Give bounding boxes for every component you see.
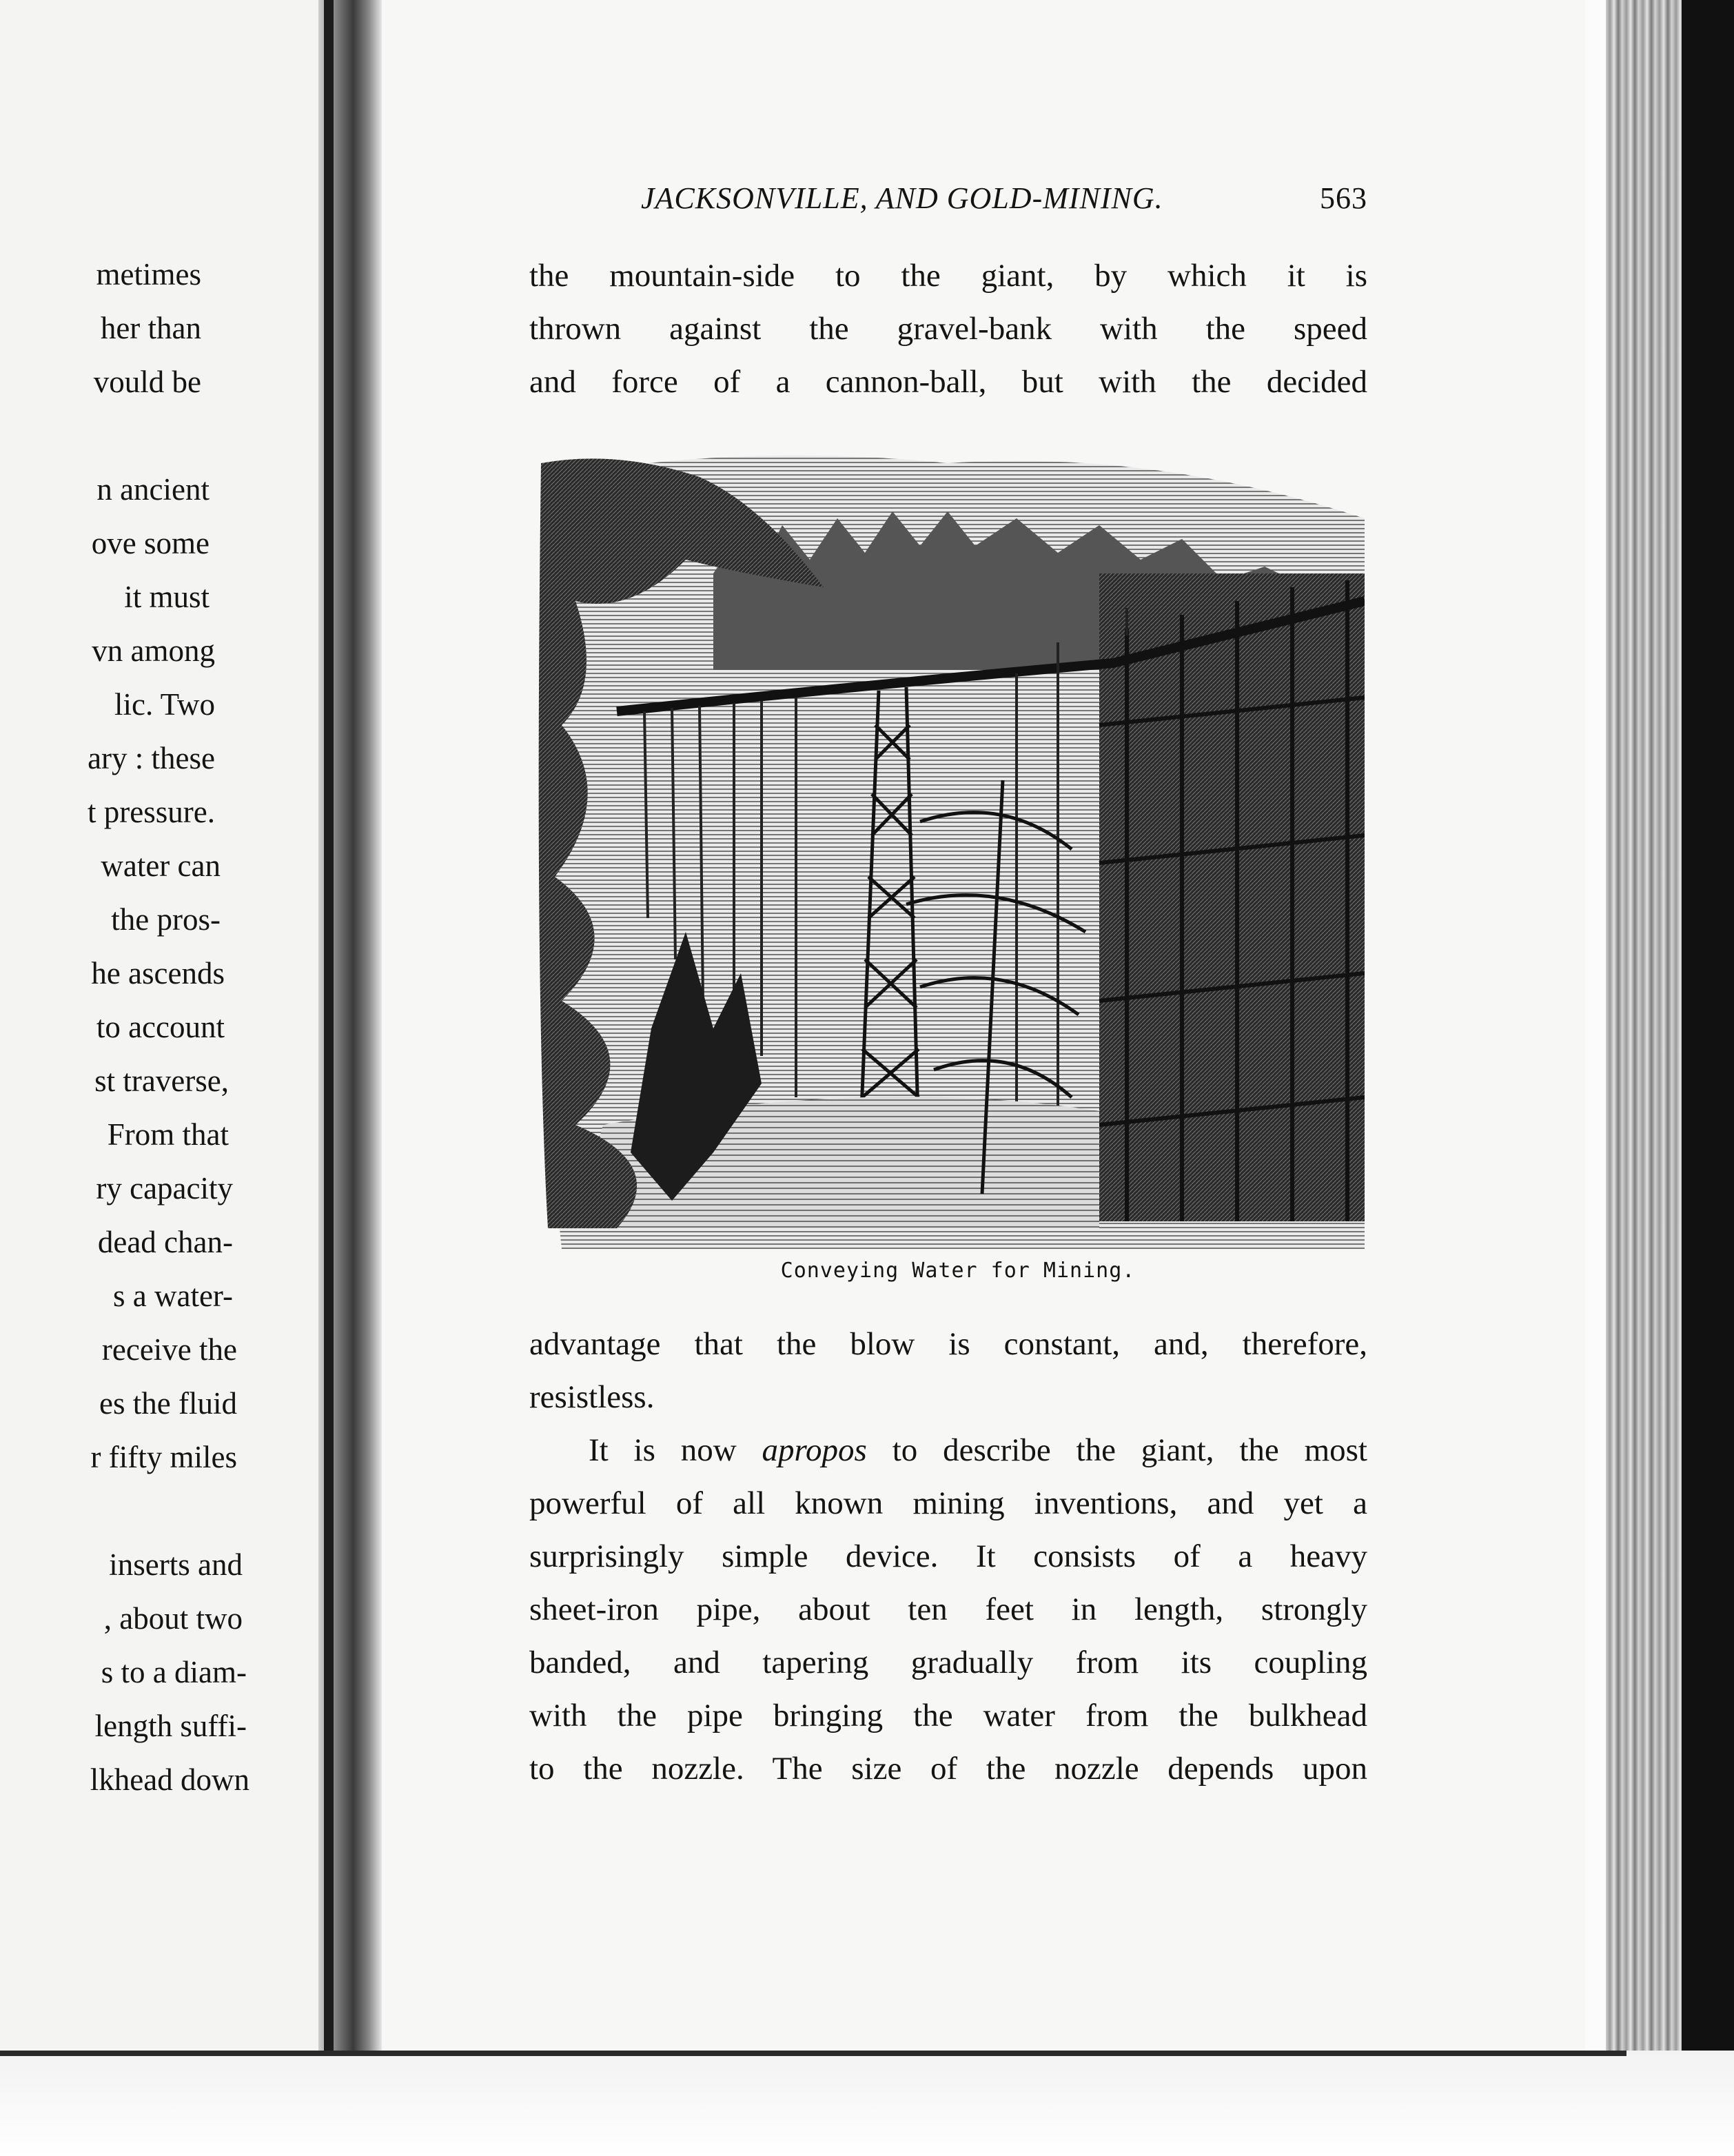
left-page-line: t pressure. xyxy=(88,795,215,829)
text-line xyxy=(529,1424,1367,1477)
text-run: It is now xyxy=(589,1432,762,1468)
left-page-line: vn among xyxy=(92,633,215,668)
left-page-line: n ancient xyxy=(96,472,210,507)
scan-bottom-margin xyxy=(0,2051,1734,2156)
text-line: sheet-iron pipe, about ten feet in length, strongly xyxy=(529,1591,1367,1627)
left-page-line: , about two xyxy=(103,1601,243,1636)
text-line: advantage that the blow is constant, and, therefore, xyxy=(529,1326,1367,1362)
text-line: surprisingly simple device. It consists of a heavy xyxy=(529,1538,1367,1574)
left-page-line: ry capacity xyxy=(96,1171,233,1206)
text-line: the mountain-side to the giant, by which it is xyxy=(529,258,1367,294)
text-line: banded, and tapering gradually from its coupling xyxy=(529,1645,1367,1680)
left-page-line: length suffi- xyxy=(94,1709,247,1743)
left-page-line: water can xyxy=(101,848,221,883)
text-run: to describe the giant, the most xyxy=(866,1432,1367,1468)
left-page-line: lkhead down xyxy=(90,1762,249,1797)
text-line: powerful of all known mining inventions, and yet a xyxy=(529,1485,1367,1521)
text-line: and force of a cannon-ball, but with the decided xyxy=(529,364,1367,400)
left-page-line: vould be xyxy=(93,365,201,399)
left-page-line: it must xyxy=(124,580,210,614)
left-page-line: her than xyxy=(100,311,201,345)
figure-caption: Conveying Water for Mining. xyxy=(780,1259,1136,1283)
page-bottom-edge xyxy=(0,2051,1626,2056)
text-line: with the pipe bringing the water from the bulkhead xyxy=(529,1698,1367,1733)
text-line: to the nozzle. The size of the nozzle depends upon xyxy=(529,1751,1367,1787)
left-page-line: metimes xyxy=(96,257,201,292)
left-page-line: receive the xyxy=(101,1332,237,1367)
paragraph-continued xyxy=(529,1318,1367,1424)
gutter-shadow xyxy=(324,0,334,2156)
running-header xyxy=(641,181,1367,222)
engraving-illustration xyxy=(534,436,1365,1249)
scan-border-right xyxy=(1682,0,1734,2156)
left-page-line: inserts and xyxy=(109,1547,243,1582)
paragraph-next xyxy=(529,1424,1367,1796)
left-page-line: From that xyxy=(107,1117,229,1152)
page-margin-right xyxy=(1585,0,1609,2051)
left-page-line: s to a diam- xyxy=(101,1655,247,1689)
italic-term: apropos xyxy=(762,1432,867,1468)
left-page-line: ove some xyxy=(91,526,210,560)
paragraph-top xyxy=(529,250,1367,409)
text-line: resistless. xyxy=(529,1379,655,1415)
left-page-line: the pros- xyxy=(111,902,221,937)
text-line: thrown against the gravel-bank with the speed xyxy=(529,311,1367,347)
running-title: JACKSONVILLE, AND GOLD-MINING. xyxy=(641,181,1163,215)
left-page-line: ary : these xyxy=(88,741,215,775)
left-page-line: st traverse, xyxy=(94,1064,229,1098)
left-page-line: r fifty miles xyxy=(90,1440,237,1474)
left-page-line: he ascends xyxy=(91,956,225,990)
left-page-line: es the fluid xyxy=(99,1386,237,1421)
left-page-line: dead chan- xyxy=(97,1225,233,1259)
left-page-line: lic. Two xyxy=(114,687,215,722)
page-number: 563 xyxy=(1320,181,1367,215)
left-page-line: s a water- xyxy=(112,1279,233,1313)
left-page-line: to account xyxy=(96,1010,225,1044)
previous-page xyxy=(0,0,318,2156)
